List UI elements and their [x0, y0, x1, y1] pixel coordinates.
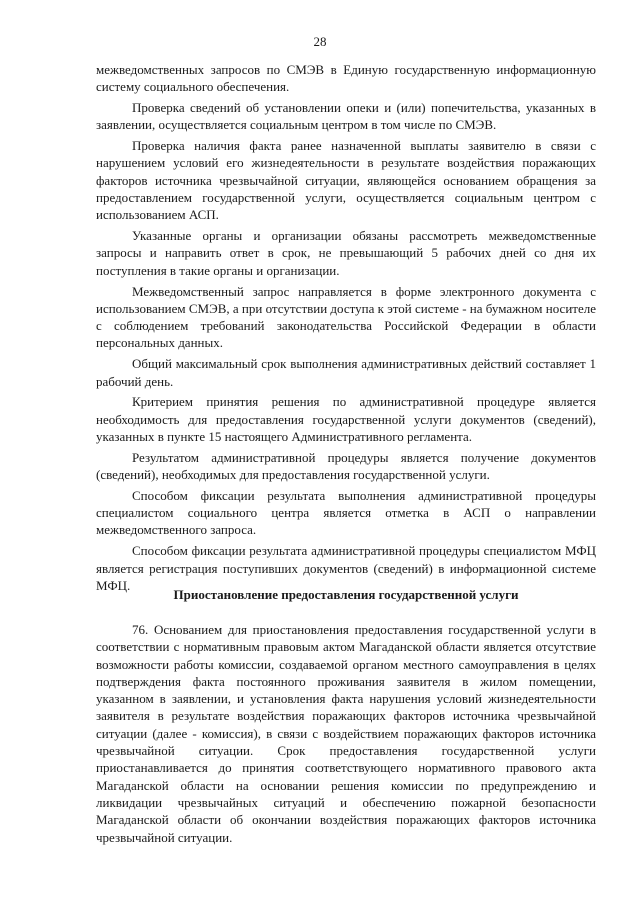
- paragraph: Способом фиксации результата выполнения административной процедуры специалистом социального центра является отметка в АСП о направлении межведомственного запроса.: [96, 487, 596, 538]
- section-heading: Приостановление предоставления государственной услуги: [173, 587, 519, 602]
- paragraph: Проверка сведений об установлении опеки и (или) попечительства, указанных в заявлении, осуществляется социальным центром в том числе по СМЭВ.: [96, 100, 596, 133]
- paragraph: межведомственных запросов по СМЭВ в Единую государственную информационную систему социального обеспечения.: [96, 62, 596, 95]
- paragraph: Указанные органы и организации обязаны рассмотреть межведомственные запросы и направить ответ в срок, не превышающий 5 рабочих дней со дня их поступления в такие органы и организации.: [96, 228, 596, 278]
- paragraph: Общий максимальный срок выполнения административных действий составляет 1 рабочий день.: [96, 356, 596, 389]
- page-number: 28: [313, 34, 327, 49]
- section-paragraph: 76. Основанием для приостановления предоставления государственной услуги в соответствии с нормативным правовым актом Магаданской области является отсутствие возможности работы комиссии, создаваемой органом местного самоуправления в целях подтверждения факта постоянного проживания заявителя в жилом помещении, указанном в заявлении, и установления факта нарушения условий жизнедеятельности заявителя в результате воздействия поражающих факторов источника чрезвычайной ситуации (далее - комиссия), в связи с воздействием поражающих факторов источника чрезвычайной ситуации. Срок предоставления государственной услуги приостанавливается до принятия соответствующего нормативного правового акта Магаданской области на основании решения комиссии по предупреждению и ликвидации чрезвычайных ситуаций и обеспечению пожарной безопасности Магаданской области об окончании воздействия поражающих факторов источника чрезвычайной ситуации.: [96, 622, 596, 845]
- paragraph: Межведомственный запрос направляется в форме электронного документа с использованием СМЭВ, а при отсутствии доступа к этой системе - на бумажном носителе с соблюдением требований законодательства Российской Федерации в области персональных данных.: [96, 283, 596, 351]
- paragraph: Критерием принятия решения по административной процедуре является необходимость для предоставления государственной услуги документов (сведений), указанных в пункте 15 настоящего Административного регламента.: [96, 394, 596, 444]
- section-text: [96, 621, 596, 846]
- paragraph: Способом фиксации результата административной процедуры специалистом МФЦ является регистрация поступивших документов (сведений) в информационной системе МФЦ.: [96, 543, 596, 593]
- paragraph: Проверка наличия факта ранее назначенной выплаты заявителю в связи с нарушением условий его жизнедеятельности в результате воздействия поражающих факторов источника чрезвычайной ситуации, являющейся основанием обращения за предоставлением государственной услуги, осуществляется социальным центром с использованием АСП.: [96, 138, 596, 223]
- body-text: [96, 61, 596, 598]
- paragraph: Результатом административной процедуры является получение документов (сведений), необходимых для предоставления государственной услуги.: [96, 449, 596, 483]
